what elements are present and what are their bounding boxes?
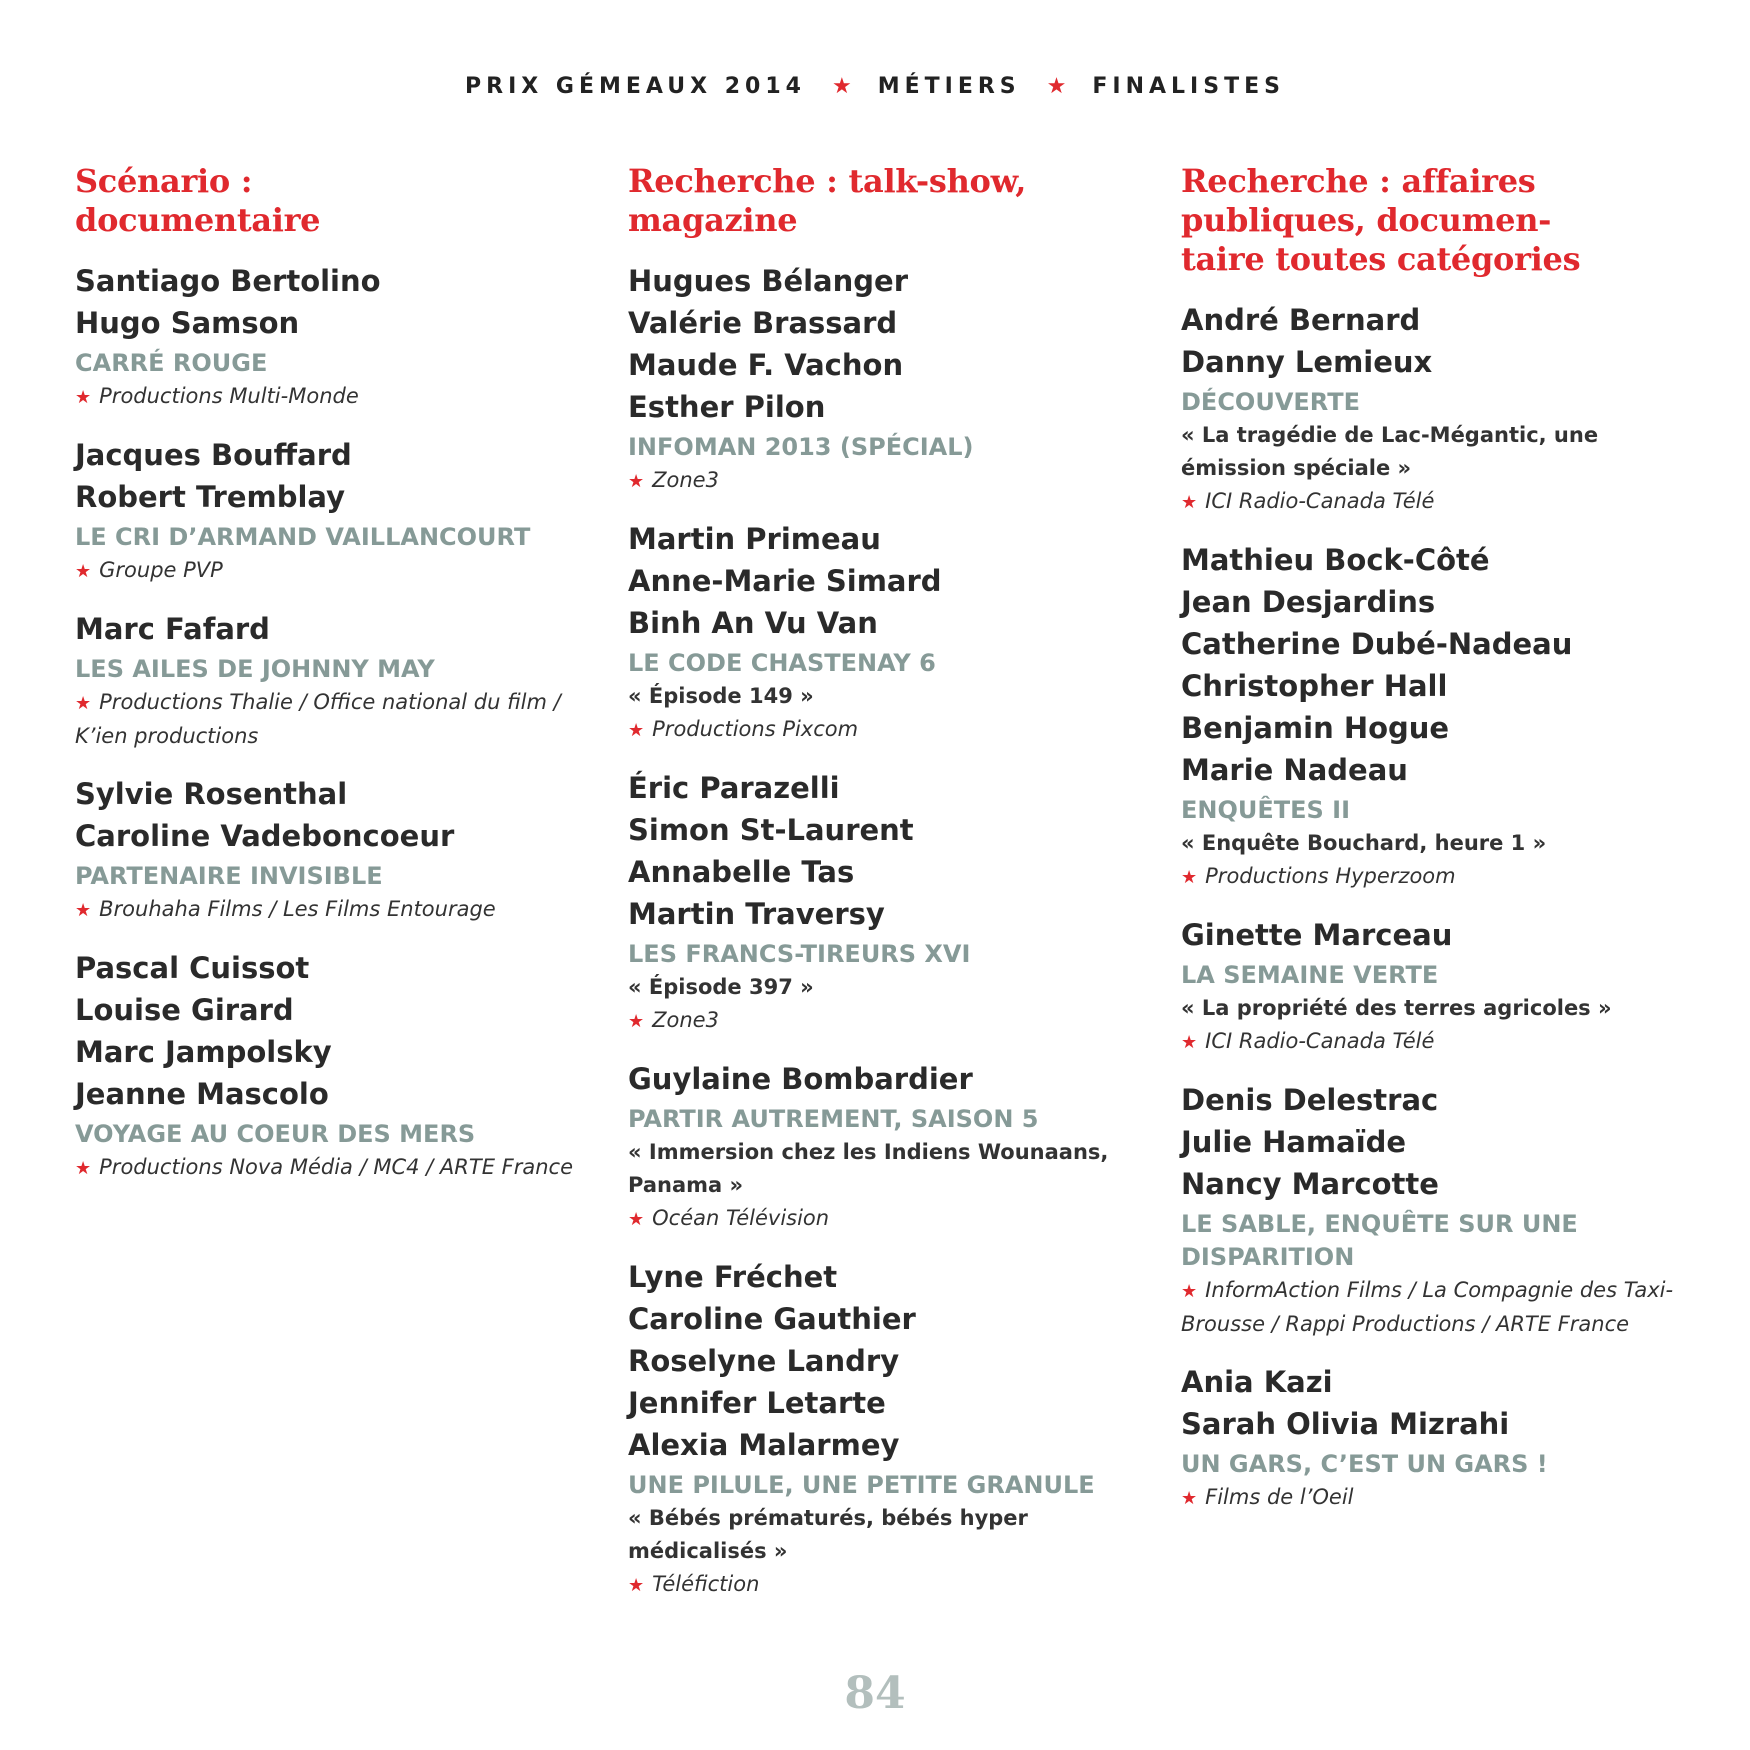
producer-name: Productions Pixcom xyxy=(652,717,859,741)
show-title: DÉCOUVERTE xyxy=(1181,388,1360,416)
producer-name: Productions Nova Média / MC4 / ARTE France xyxy=(99,1155,573,1179)
finalist-name: Louise Girard xyxy=(75,993,294,1027)
producer-line xyxy=(75,1151,595,1185)
episode-title: « Enquête Bouchard, heure 1 » xyxy=(1181,831,1547,855)
finalist-name: Martin Primeau xyxy=(628,522,881,556)
producer-name: ICI Radio-Canada Télé xyxy=(1205,489,1435,513)
episode-title: « La tragédie de Lac-Mégantic, une xyxy=(1181,423,1599,447)
star-icon: ★ xyxy=(1181,492,1198,513)
show-title: LA SEMAINE VERTE xyxy=(1181,961,1439,989)
show-title: CARRÉ ROUGE xyxy=(75,349,268,377)
finalist-name: Pascal Cuissot xyxy=(75,951,310,985)
star-icon: ★ xyxy=(75,693,92,714)
producer-line xyxy=(75,893,595,927)
producer-line xyxy=(75,380,595,414)
producer-line xyxy=(1181,1481,1701,1515)
category-title xyxy=(628,162,1148,240)
column-scenario-documentaire xyxy=(75,162,595,1205)
finalist-name: Robert Tremblay xyxy=(75,480,346,514)
finalist-name: Sylvie Rosenthal xyxy=(75,777,348,811)
finalist-entry xyxy=(75,260,595,414)
show-title: LE CODE CHASTENAY 6 xyxy=(628,649,936,677)
show-title: PARTIR AUTREMENT, SAISON 5 xyxy=(628,1105,1039,1133)
producer-name: Productions Multi-Monde xyxy=(99,384,359,408)
show-title: ENQUÊTES II xyxy=(1181,796,1351,824)
finalist-name: Lyne Fréchet xyxy=(628,1260,838,1294)
finalist-name: Éric Parazelli xyxy=(628,771,840,805)
finalist-entry xyxy=(75,608,595,753)
finalist-name: Maude F. Vachon xyxy=(628,348,904,382)
finalist-name: Esther Pilon xyxy=(628,390,826,424)
finalist-entry xyxy=(75,434,595,588)
finalist-name: Benjamin Hogue xyxy=(1181,711,1450,745)
finalist-entry xyxy=(1181,1079,1701,1341)
page-header xyxy=(0,74,1750,99)
finalist-name: Nancy Marcotte xyxy=(1181,1167,1439,1201)
finalist-name: Alexia Malarmey xyxy=(628,1428,900,1462)
star-icon: ★ xyxy=(628,1209,645,1230)
show-title: INFOMAN 2013 (SPÉCIAL) xyxy=(628,433,974,461)
finalist-name: Jeanne Mascolo xyxy=(75,1077,329,1111)
finalist-name: Mathieu Bock-Côté xyxy=(1181,543,1490,577)
producer-name: Zone3 xyxy=(652,468,719,492)
finalist-name: Hugues Bélanger xyxy=(628,264,909,298)
show-title: LES AILES DE JOHNNY MAY xyxy=(75,655,435,683)
producer-name: Brousse / Rappi Productions / ARTE France xyxy=(1181,1312,1630,1336)
header-section: MÉTIERS xyxy=(877,74,1021,99)
finalist-entry xyxy=(628,767,1148,1038)
category-title-line: Scénario : xyxy=(75,162,253,200)
producer-line xyxy=(1181,1308,1701,1341)
finalist-name: Jacques Bouffard xyxy=(75,438,352,472)
star-icon: ★ xyxy=(628,1011,645,1032)
producer-name: Zone3 xyxy=(652,1008,719,1032)
star-icon: ★ xyxy=(1181,1032,1198,1053)
finalist-name: Guylaine Bombardier xyxy=(628,1062,973,1096)
category-title-line: publiques, documen- xyxy=(1181,201,1552,239)
producer-line xyxy=(75,554,595,588)
show-title: LE SABLE, ENQUÊTE SUR UNE DISPARITION xyxy=(1181,1210,1578,1271)
producer-line xyxy=(628,1202,1148,1236)
producer-line xyxy=(75,686,595,720)
star-icon: ★ xyxy=(75,900,92,921)
producer-name: Téléfiction xyxy=(652,1572,760,1596)
finalist-name: Danny Lemieux xyxy=(1181,345,1433,379)
category-title-line: Recherche : affaires xyxy=(1181,162,1536,200)
producer-line xyxy=(1181,860,1701,894)
finalist-name: Christopher Hall xyxy=(1181,669,1448,703)
finalist-name: Marc Fafard xyxy=(75,612,270,646)
category-title xyxy=(1181,162,1701,279)
producer-line xyxy=(1181,1274,1701,1308)
finalist-name: Ania Kazi xyxy=(1181,1365,1333,1399)
finalist-name: Marie Nadeau xyxy=(1181,753,1408,787)
star-icon: ★ xyxy=(628,1575,645,1596)
category-title-line: magazine xyxy=(628,201,798,239)
finalist-name: Roselyne Landry xyxy=(628,1344,900,1378)
producer-line xyxy=(1181,485,1701,519)
finalist-entry xyxy=(628,260,1148,498)
finalist-name: Jennifer Letarte xyxy=(628,1386,886,1420)
star-icon: ★ xyxy=(75,561,92,582)
star-icon: ★ xyxy=(1046,74,1067,99)
episode-title: « Immersion chez les Indiens Wounaans, xyxy=(628,1140,1109,1164)
finalist-entry xyxy=(1181,1361,1701,1515)
show-title: UNE PILULE, UNE PETITE GRANULE xyxy=(628,1471,1095,1499)
finalist-name: Catherine Dubé-Nadeau xyxy=(1181,627,1573,661)
episode-title: « Bébés prématurés, bébés hyper xyxy=(628,1506,1028,1530)
finalist-entry xyxy=(628,1058,1148,1236)
finalist-name: Valérie Brassard xyxy=(628,306,898,340)
producer-name: Océan Télévision xyxy=(652,1206,830,1230)
finalist-name: Caroline Vadeboncoeur xyxy=(75,819,455,853)
producer-name: K’ien productions xyxy=(75,724,259,748)
producer-line xyxy=(628,1568,1148,1602)
star-icon: ★ xyxy=(75,387,92,408)
finalist-entry xyxy=(1181,299,1701,519)
episode-title: « Épisode 149 » xyxy=(628,684,814,708)
finalist-entry xyxy=(75,773,595,927)
finalist-name: Sarah Olivia Mizrahi xyxy=(1181,1407,1510,1441)
category-title xyxy=(75,162,595,240)
column-recherche-talk-show xyxy=(628,162,1148,1622)
episode-title: médicalisés » xyxy=(628,1539,788,1563)
producer-name: Productions Hyperzoom xyxy=(1205,864,1456,888)
finalist-name: Anne-Marie Simard xyxy=(628,564,942,598)
show-title: LE CRI D’ARMAND VAILLANCOURT xyxy=(75,523,531,551)
show-title: PARTENAIRE INVISIBLE xyxy=(75,862,383,890)
star-icon: ★ xyxy=(1181,1281,1198,1302)
star-icon: ★ xyxy=(628,720,645,741)
producer-name: Productions Thalie / Office national du film / xyxy=(99,690,561,714)
producer-name: ICI Radio-Canada Télé xyxy=(1205,1029,1435,1053)
episode-title: émission spéciale » xyxy=(1181,456,1412,480)
star-icon: ★ xyxy=(1181,1488,1198,1509)
producer-line xyxy=(1181,1025,1701,1059)
producer-name: Groupe PVP xyxy=(99,558,223,582)
header-finalists: FINALISTES xyxy=(1092,74,1285,99)
finalist-name: André Bernard xyxy=(1181,303,1421,337)
producer-name: InformAction Films / La Compagnie des Taxi- xyxy=(1205,1278,1674,1302)
star-icon: ★ xyxy=(628,471,645,492)
producer-line xyxy=(628,1004,1148,1038)
producer-name: Films de l’Oeil xyxy=(1205,1485,1354,1509)
star-icon: ★ xyxy=(1181,867,1198,888)
finalist-name: Annabelle Tas xyxy=(628,855,855,889)
finalist-name: Marc Jampolsky xyxy=(75,1035,332,1069)
producer-line xyxy=(75,720,595,753)
star-icon: ★ xyxy=(75,1158,92,1179)
category-title-line: Recherche : talk-show, xyxy=(628,162,1027,200)
header-event: PRIX GÉMEAUX 2014 xyxy=(465,74,806,99)
finalist-name: Hugo Samson xyxy=(75,306,300,340)
finalist-entry xyxy=(628,1256,1148,1602)
finalist-name: Denis Delestrac xyxy=(1181,1083,1439,1117)
producer-name: Brouhaha Films / Les Films Entourage xyxy=(99,897,496,921)
category-title-line: documentaire xyxy=(75,201,321,239)
finalist-name: Binh An Vu Van xyxy=(628,606,878,640)
finalist-name: Simon St-Laurent xyxy=(628,813,914,847)
finalist-name: Ginette Marceau xyxy=(1181,918,1453,952)
finalist-name: Martin Traversy xyxy=(628,897,885,931)
producer-line xyxy=(628,464,1148,498)
show-title: LES FRANCS-TIREURS XVI xyxy=(628,940,971,968)
episode-title: Panama » xyxy=(628,1173,744,1197)
show-title: VOYAGE AU COEUR DES MERS xyxy=(75,1120,476,1148)
show-title: UN GARS, C’EST UN GARS ! xyxy=(1181,1450,1548,1478)
finalist-entry xyxy=(628,518,1148,747)
finalist-entry xyxy=(75,947,595,1185)
star-icon: ★ xyxy=(831,74,852,99)
column-recherche-affaires-publiques xyxy=(1181,162,1701,1535)
producer-line xyxy=(628,713,1148,747)
episode-title: « Épisode 397 » xyxy=(628,975,814,999)
finalist-name: Santiago Bertolino xyxy=(75,264,381,298)
finalist-name: Julie Hamaïde xyxy=(1181,1125,1407,1159)
finalist-entry xyxy=(1181,539,1701,894)
page-number: 84 xyxy=(844,1668,906,1719)
finalist-name: Caroline Gauthier xyxy=(628,1302,916,1336)
episode-title: « La propriété des terres agricoles » xyxy=(1181,996,1612,1020)
finalist-name: Jean Desjardins xyxy=(1181,585,1436,619)
finalist-entry xyxy=(1181,914,1701,1059)
category-title-line: taire toutes catégories xyxy=(1181,240,1581,278)
